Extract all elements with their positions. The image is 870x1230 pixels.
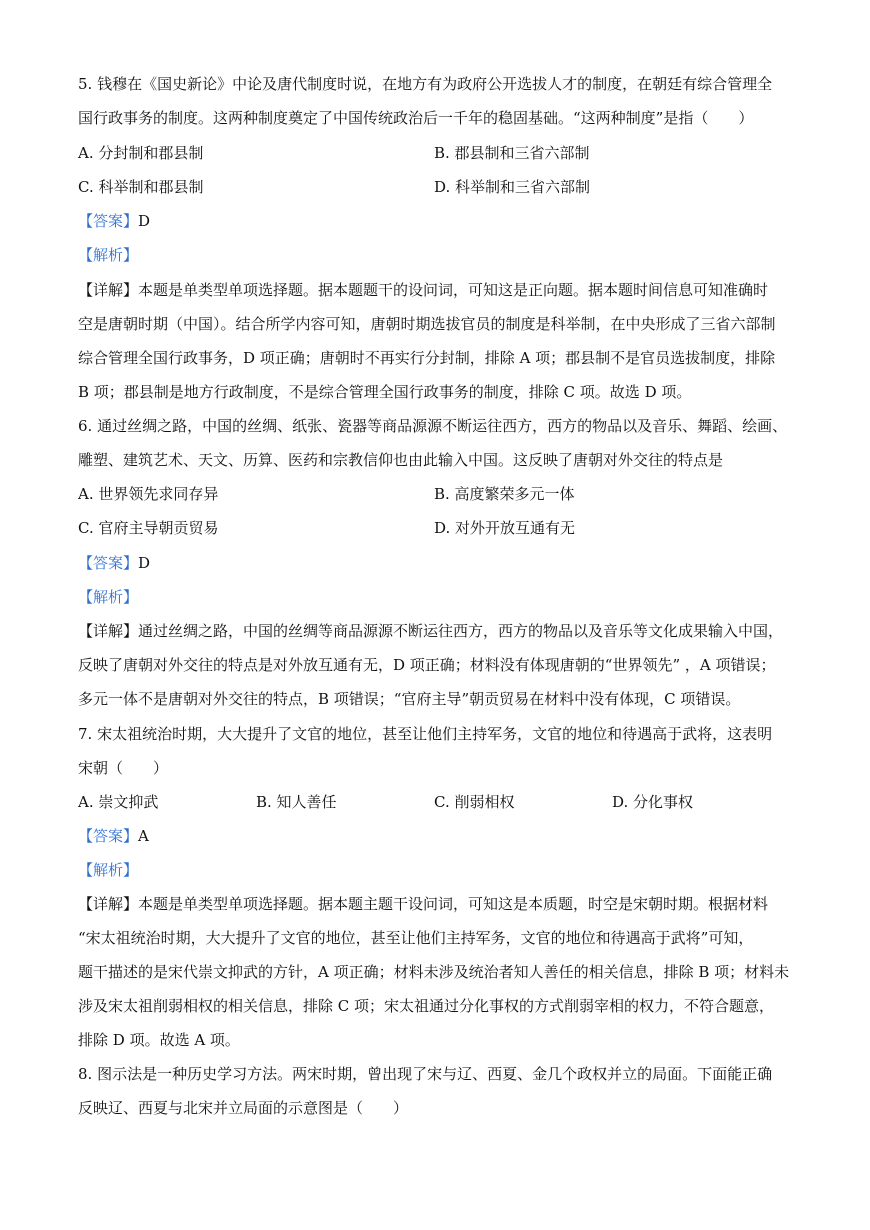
q7-option-a: A. 崇文抑武 bbox=[78, 793, 159, 811]
q7-option-d: D. 分化事权 bbox=[612, 793, 694, 811]
q5-option-a: A. 分封制和郡县制 bbox=[78, 144, 204, 162]
q7-detail-line-5: 排除 D 项。故选 A 项。 bbox=[78, 1031, 240, 1049]
answer-label: 【答案】 bbox=[78, 554, 139, 572]
q5-detail-line-3: 综合管理全国行政事务，D 项正确；唐朝时不再实行分封制，排除 A 项；郡县制不是官员选拔制度，排除 bbox=[78, 349, 776, 367]
q6-detail-line-1: 【详解】通过丝绸之路，中国的丝绸等商品源源不断运往西方，西方的物品以及音乐等文化成果输入中国， bbox=[78, 622, 784, 640]
q6-option-a: A. 世界领先求同存异 bbox=[78, 485, 219, 503]
q5-stem-line-1: 5. 钱穆在《国史新论》中论及唐代制度时说，在地方有为政府公开选拔人才的制度，在朝廷有综合管理全 bbox=[78, 75, 773, 93]
q7-stem-line-2: 宋朝（ ） bbox=[78, 759, 169, 777]
q5-answer bbox=[78, 211, 798, 231]
q6-detail-line-2: 反映了唐朝对外交往的特点是对外放互通有无，D 项正确；材料没有体现唐朝的“世界领先” ，A 项错误； bbox=[78, 656, 776, 674]
q5-option-c: C. 科举制和郡县制 bbox=[78, 178, 204, 196]
q6-answer bbox=[78, 553, 798, 573]
answer-label: 【答案】 bbox=[78, 212, 139, 230]
q7-detail-line-2: “宋太祖统治时期，大大提升了文官的地位，甚至让他们主持军务，文官的地位和待遇高于武将”可知， bbox=[78, 929, 754, 947]
q7-analysis-label: 【解析】 bbox=[78, 861, 139, 879]
q6-option-c: C. 官府主导朝贡贸易 bbox=[78, 519, 219, 537]
q7-detail-line-1: 【详解】本题是单类型单项选择题。据本题主题干设问词，可知这是本质题，时空是宋朝时期。根据材料 bbox=[78, 895, 769, 913]
answer-value: A bbox=[138, 827, 149, 845]
q7-detail-line-4: 涉及宋太祖削弱相权的相关信息，排除 C 项；宋太祖通过分化事权的方式削弱宰相的权力，不符合题意， bbox=[78, 997, 775, 1015]
q5-stem-line-2: 国行政事务的制度。这两种制度奠定了中国传统政治后一千年的稳固基础。“这两种制度”是指（ ） bbox=[78, 109, 754, 127]
q6-stem-line-1: 6. 通过丝绸之路，中国的丝绸、纸张、瓷器等商品源源不断运往西方，西方的物品以及音乐、舞蹈、绘画、 bbox=[78, 417, 788, 435]
q6-option-b: B. 高度繁荣多元一体 bbox=[434, 485, 575, 503]
answer-value: D bbox=[138, 212, 151, 230]
q8-stem-line-2: 反映辽、西夏与北宋并立局面的示意图是（ ） bbox=[78, 1099, 409, 1117]
q6-option-d: D. 对外开放互通有无 bbox=[434, 519, 576, 537]
q7-option-c: C. 削弱相权 bbox=[434, 793, 515, 811]
q7-answer bbox=[78, 826, 798, 846]
q5-option-d: D. 科举制和三省六部制 bbox=[434, 178, 591, 196]
q6-analysis-label: 【解析】 bbox=[78, 588, 139, 606]
q7-option-b: B. 知人善任 bbox=[256, 793, 337, 811]
q6-detail-line-3: 多元一体不是唐朝对外交往的特点，B 项错误；“官府主导”朝贡贸易在材料中没有体现，C 项错误。 bbox=[78, 690, 741, 708]
answer-value: D bbox=[138, 554, 151, 572]
q5-detail-line-2: 空是唐朝时期（中国）。结合所学内容可知，唐朝时期选拔官员的制度是科举制，在中央形成了三省六部制 bbox=[78, 315, 776, 333]
q5-option-b: B. 郡县制和三省六部制 bbox=[434, 144, 590, 162]
q7-detail-line-3: 题干描述的是宋代崇文抑武的方针，A 项正确；材料未涉及统治者知人善任的相关信息，排除 B 项；材料未 bbox=[78, 963, 790, 981]
q7-stem-line-1: 7. 宋太祖统治时期，大大提升了文官的地位，甚至让他们主持军务，文官的地位和待遇高于武将，这表明 bbox=[78, 725, 773, 743]
q6-stem-line-2: 雕塑、建筑艺术、天文、历算、医药和宗教信仰也由此输入中国。这反映了唐朝对外交往的特点是 bbox=[78, 451, 724, 469]
q5-detail-line-4: B 项；郡县制是地方行政制度，不是综合管理全国行政事务的制度，排除 C 项。故选 D 项。 bbox=[78, 383, 692, 401]
q5-detail-line-1: 【详解】本题是单类型单项选择题。据本题题干的设问词，可知这是正向题。据本题时间信息可知准确时 bbox=[78, 281, 769, 299]
answer-label: 【答案】 bbox=[78, 827, 139, 845]
q8-stem-line-1: 8. 图示法是一种历史学习方法。两宋时期，曾出现了宋与辽、西夏、金几个政权并立的局面。下面能正确 bbox=[78, 1065, 773, 1083]
q5-analysis-label: 【解析】 bbox=[78, 246, 139, 264]
